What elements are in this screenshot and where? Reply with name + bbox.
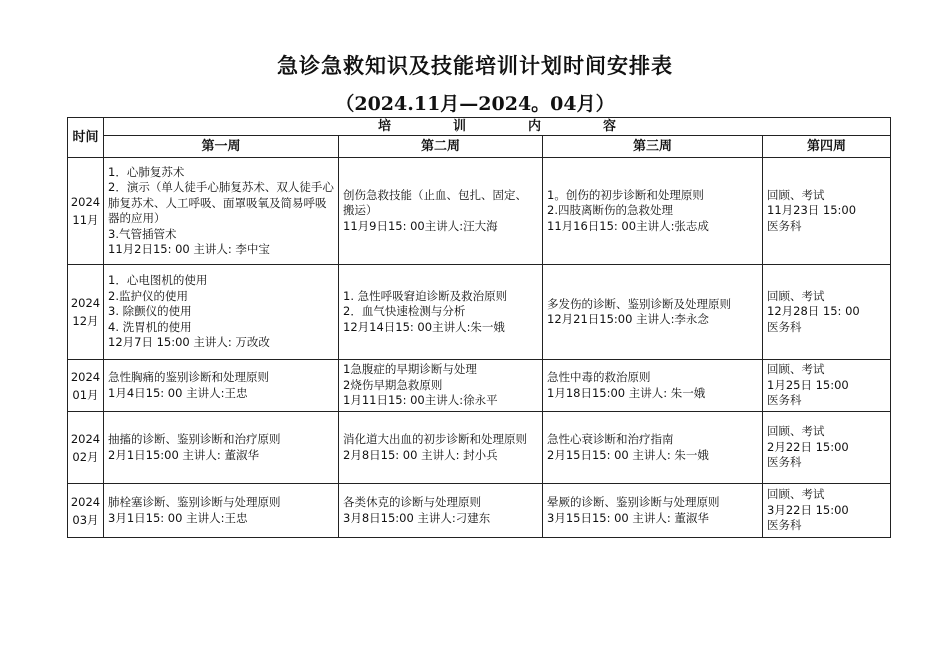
cell-text: 晕厥的诊断、鉴别诊断与处理原则	[547, 495, 720, 509]
cell-text: 多发伤的诊断、鉴别诊断及处理原则	[547, 296, 731, 311]
cell-text: 医务科	[767, 393, 802, 408]
cell-text: 1月25日 15:00	[767, 377, 849, 392]
schedule-cell	[763, 158, 891, 265]
month-cell	[68, 412, 104, 484]
cell-text: 创伤急救技能（止血、包扎、固定、搬运）	[343, 187, 527, 218]
month-label: 03月	[72, 512, 99, 527]
cell-text: 1．心肺复苏术	[108, 164, 185, 179]
cell-text: 2月15日15: 00 主讲人: 朱一娥	[547, 447, 709, 462]
month-cell	[68, 360, 104, 412]
cell-text: 3. 除颤仪的使用	[108, 304, 192, 319]
schedule-cell	[543, 265, 763, 360]
schedule-cell	[104, 360, 339, 412]
table-row	[68, 360, 891, 412]
time-header	[68, 118, 104, 158]
cell-text: 3月1日15: 00 主讲人:王忠	[108, 510, 248, 525]
month-cell	[68, 265, 104, 360]
cell-text: 1．心电图机的使用	[108, 273, 208, 288]
year-label: 2024	[70, 494, 101, 509]
schedule-cell	[763, 265, 891, 360]
content-header-char: 内	[528, 118, 604, 134]
cell-text: 12月14日15: 00主讲人:朱一娥	[343, 319, 505, 334]
cell-text: 3月22日 15:00	[767, 502, 849, 517]
cell-text: 2月8日15: 00 主讲人: 封小兵	[343, 447, 498, 462]
cell-text: 急性心衰诊断和治疗指南	[547, 432, 674, 446]
cell-text: 回顾、考试	[767, 362, 825, 377]
cell-text: 4. 洗胃机的使用	[108, 319, 192, 334]
month-label: 02月	[72, 449, 99, 464]
cell-text: 1月4日15: 00 主讲人:王忠	[108, 385, 248, 400]
cell-text: 1月18日15:00 主讲人: 朱一娥	[547, 385, 706, 400]
month-cell	[68, 484, 104, 538]
schedule-cell	[104, 158, 339, 265]
page-subtitle: （2024.11月—2024。04月）	[335, 93, 615, 115]
schedule-cell	[763, 412, 891, 484]
cell-text: 抽搐的诊断、鉴别诊断和治疗原则	[108, 432, 281, 446]
content-header-char: 培	[377, 118, 453, 134]
cell-text: 医务科	[767, 455, 802, 470]
schedule-cell	[104, 484, 339, 538]
page-title: 急诊急救知识及技能培训计划时间安排表	[277, 53, 673, 78]
cell-text: 消化道大出血的初步诊断和处理原则	[343, 432, 527, 446]
month-label: 01月	[72, 387, 99, 402]
schedule-cell	[763, 360, 891, 412]
schedule-cell	[339, 484, 543, 538]
cell-text: 3.气管插管术	[108, 226, 177, 241]
cell-text: 回顾、考试	[767, 187, 825, 202]
cell-text: 回顾、考试	[767, 487, 825, 502]
schedule-cell	[763, 484, 891, 538]
cell-text: 急性中毒的救治原则	[547, 370, 651, 384]
cell-text: 各类休克的诊断与处理原则	[343, 495, 481, 509]
cell-text: 回顾、考试	[767, 424, 825, 439]
cell-text: 2.监护仪的使用	[108, 288, 188, 303]
schedule-cell	[543, 412, 763, 484]
table-row	[68, 484, 891, 538]
schedule-cell	[104, 412, 339, 484]
cell-text: 急性胸痛的鉴别诊断和处理原则	[108, 370, 269, 384]
cell-text: 11月23日 15:00	[767, 203, 857, 218]
table-row	[68, 265, 891, 360]
cell-text: 2烧伤早期急救原则	[343, 377, 443, 392]
schedule-cell	[339, 158, 543, 265]
schedule-cell	[543, 484, 763, 538]
table-row	[68, 158, 891, 265]
cell-text: 医务科	[767, 218, 802, 233]
cell-text: 12月28日 15: 00	[767, 304, 860, 319]
content-header-char: 训	[452, 118, 528, 134]
schedule-cell	[339, 360, 543, 412]
week-header-1: 第一周	[104, 136, 339, 158]
cell-text: 医务科	[767, 319, 802, 334]
week-header-3: 第三周	[543, 136, 763, 158]
cell-text: 回顾、考试	[767, 288, 825, 303]
schedule-table	[67, 117, 891, 538]
cell-text: 肺栓塞诊断、鉴别诊断与处理原则	[108, 495, 281, 509]
cell-text: 2月1日15:00 主讲人: 董淑华	[108, 447, 259, 462]
month-cell	[68, 158, 104, 265]
year-label: 2024	[70, 431, 101, 446]
cell-text: 1急腹症的早期诊断与处理	[343, 362, 477, 377]
year-label: 2024	[70, 296, 101, 310]
year-label: 2024	[70, 369, 101, 384]
cell-text: 1. 急性呼吸窘迫诊断及救治原则	[343, 288, 508, 303]
table-row	[68, 412, 891, 484]
cell-text: 12月21日15:00 主讲人:李永念	[547, 312, 709, 326]
cell-text: 1月11日15: 00主讲人:徐永平	[343, 393, 498, 408]
cell-text: 11月9日15: 00主讲人:汪大海	[343, 218, 498, 233]
schedule-cell	[339, 265, 543, 360]
schedule-cell	[543, 360, 763, 412]
cell-text: 11月2日15: 00 主讲人: 李中宝	[108, 242, 270, 256]
week-header-4: 第四周	[763, 136, 891, 158]
cell-text: 3月8日15:00 主讲人:刁建东	[343, 510, 491, 525]
month-label: 12月	[72, 314, 99, 328]
schedule-cell	[339, 412, 543, 484]
cell-text: 2.四肢离断伤的急救处理	[547, 203, 673, 218]
month-label: 11月	[72, 213, 99, 227]
cell-text: 2．血气快速检测与分析	[343, 304, 466, 319]
content-header	[104, 118, 891, 136]
week-header-2: 第二周	[339, 136, 543, 158]
cell-text: 3月15日15: 00 主讲人: 董淑华	[547, 510, 709, 525]
schedule-cell	[543, 158, 763, 265]
cell-text: 2．演示（单人徒手心肺复苏术、双人徒手心肺复苏术、人工呼吸、面罩吸氧及简易呼吸器的应用）	[108, 180, 334, 225]
cell-text: 1。创伤的初步诊断和处理原则	[547, 187, 704, 202]
cell-text: 2月22日 15:00	[767, 439, 849, 454]
content-header-char: 容	[603, 118, 679, 134]
time-header-label: 时间	[72, 129, 99, 145]
schedule-cell	[104, 265, 339, 360]
year-label: 2024	[70, 195, 101, 209]
cell-text: 11月16日15: 00主讲人:张志成	[547, 218, 709, 233]
cell-text: 医务科	[767, 518, 802, 533]
cell-text: 12月7日 15:00 主讲人: 万改改	[108, 335, 270, 350]
